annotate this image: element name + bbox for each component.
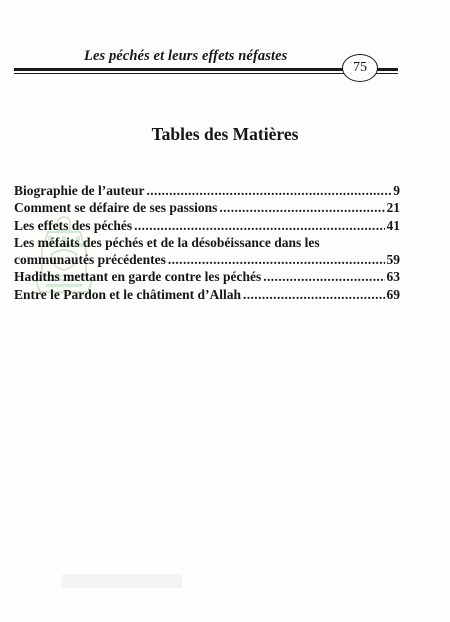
toc-entry-title: Entre le Pardon et le châtiment d’Allah — [14, 286, 241, 302]
toc-entry — [14, 268, 400, 285]
table-of-contents — [14, 182, 400, 303]
toc-dot-leader — [147, 182, 392, 199]
toc-entry-multiline — [14, 234, 400, 269]
page-number: 75 — [342, 54, 378, 82]
toc-entry-page: 69 — [386, 286, 400, 302]
header-rule-thin — [14, 73, 398, 74]
toc-entry — [14, 182, 400, 199]
toc-entry-title: Comment se défaire de ses passions — [14, 200, 218, 216]
toc-dot-leader — [168, 251, 385, 268]
toc-entry-title: Biographie de l’auteur — [14, 183, 145, 198]
toc-entry — [14, 217, 400, 234]
toc-dot-leader — [134, 217, 384, 234]
toc-title: Tables des Matières — [151, 124, 299, 144]
toc-entry-page: 59 — [386, 252, 400, 268]
toc-entry-title: Les effets des péchés — [14, 217, 133, 233]
toc-entry-page: 41 — [386, 217, 400, 233]
toc-entry-page: 63 — [386, 269, 400, 285]
scan-artifact — [62, 574, 182, 588]
toc-entry-title-line1: Les méfaits des péchés et de la désobéissance dans les — [14, 234, 320, 250]
toc-entry — [14, 199, 400, 216]
toc-dot-leader — [243, 286, 385, 303]
toc-dot-leader — [263, 268, 384, 285]
toc-entry — [14, 286, 400, 303]
toc-entry-page: 9 — [393, 183, 400, 198]
toc-entry-title: communautés précédentes — [14, 252, 166, 268]
toc-entry-title: Hadiths mettant en garde contre les péchés — [14, 269, 262, 285]
running-header-title: Les péchés et leurs effets néfastes — [84, 48, 288, 64]
header-rule-thick — [14, 68, 398, 71]
toc-entry-page: 21 — [386, 200, 400, 216]
toc-dot-leader — [219, 199, 384, 216]
